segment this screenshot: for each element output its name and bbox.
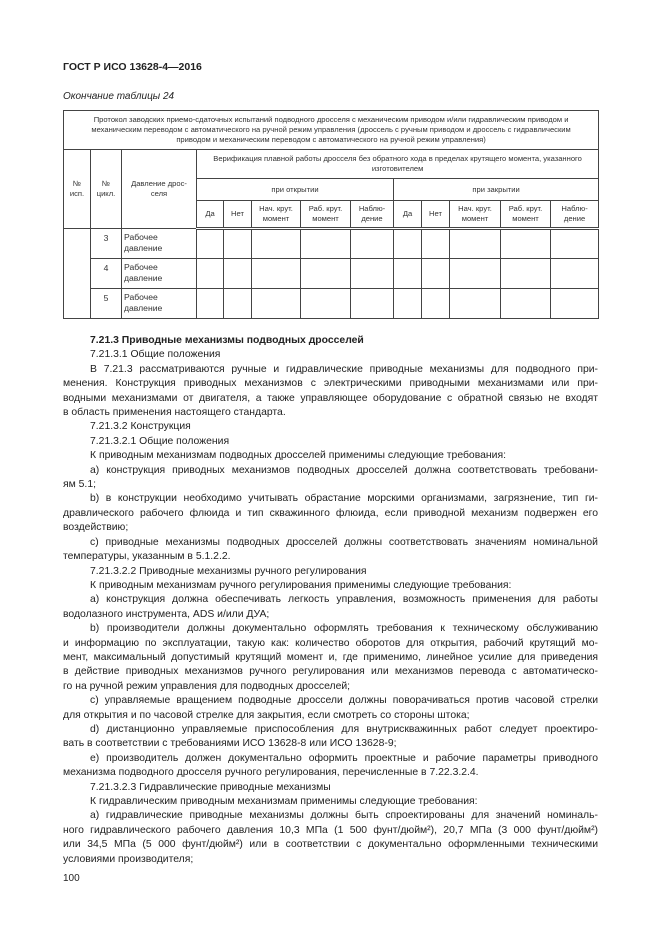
paragraph [63, 795, 598, 809]
text-line: a) гидравлические приводные механизмы должны быть спроектированы для значений номиналь- [90, 810, 598, 822]
text-line: e) производитель должен документально оформить проектные и рабочие параметры приводного [90, 752, 598, 764]
test-protocol-table [63, 110, 599, 319]
pressure-cell: Рабочее давление [122, 259, 197, 289]
text-line: 7.21.3.2.2 Приводные механизмы ручного регулирования [90, 565, 367, 577]
text-line: d) дистанционно управляемые приспособления для внутрискважинных работ следует проектиро- [90, 723, 598, 735]
paragraph [63, 723, 598, 752]
text-line: 7.21.3.2.1 Общие положения [90, 435, 230, 447]
header-open-working-torque: Раб. крут. момент [301, 201, 351, 229]
text-line: b) в конструкции необходимо учитывать обрастание морскими организмами, загрязнение, тип ги- [90, 493, 598, 505]
page-number: 100 [63, 873, 80, 884]
paragraph [63, 694, 598, 723]
text-line: температуры, указанным в 5.1.2.2. [63, 551, 231, 563]
text-line: В 7.21.3 рассматриваются ручные и гидравлические приводные механизмы для подводного при- [90, 363, 598, 375]
header-close-no: Нет [422, 201, 450, 229]
paragraph [63, 363, 598, 421]
header-pressure: Давление дрос-селя [122, 150, 197, 229]
header-close-observation: Наблю-дение [551, 201, 599, 229]
header-cycle-no: № цикл. [91, 150, 122, 229]
header-open-observation: Наблю-дение [351, 201, 394, 229]
text-line: го на ручной режим управления для подводных дросселей; [63, 680, 351, 692]
text-line: ного гидравлического рабочего давления 10,3 МПа (1 500 фунт/дюйм²), 20,7 МПа (3 000 фунт/дюйм²) [63, 824, 598, 836]
paragraph [63, 435, 598, 449]
text-line: К приводным механизмам ручного регулирования применимы следующие требования: [90, 579, 512, 591]
table-caption: Окончание таблицы 24 [63, 91, 175, 102]
text-line: К приводным механизмам подводных дросселей применимы следующие требования: [90, 450, 506, 462]
paragraph [63, 492, 598, 535]
text-line: дравлического рабочего флюида и тип скважинного флюида, если приводной механизм подвержен его [63, 507, 598, 519]
protocol-title: Протокол заводских приемо-сдаточных испытаний подводного дросселя с механическим приводом и/или гидравлическим приводом и механическим переводом с автоматического на ручной режим управления (дроссель с ручным приводом и дроссель с гидравлическим приводом и механическим переводом с автоматического на ручной режим управления) [64, 111, 599, 150]
header-close-working-torque: Раб. крут. момент [501, 201, 551, 229]
text-line: ям 5.1; [63, 479, 96, 491]
header-open-initial-torque: Нач. крут. момент [252, 201, 301, 229]
text-line: 7.21.3.2.3 Гидравлические приводные механизмы [90, 781, 331, 793]
header-test-no: № исп. [64, 150, 91, 229]
body-text [63, 334, 598, 867]
paragraph [63, 781, 598, 795]
text-line: менения. Конструкция приводных механизмов с электрическими приводными механизмами или при- [63, 378, 598, 390]
paragraph [63, 565, 598, 579]
pressure-cell: Рабочее давление [122, 229, 197, 259]
text-line: a) конструкция должна обеспечивать легкость управления, возможность применения для работы [90, 594, 598, 606]
table-row [64, 229, 599, 259]
paragraph [63, 809, 598, 867]
paragraph [63, 420, 598, 434]
cycle-cell: 4 [91, 259, 122, 289]
cycle-cell: 3 [91, 229, 122, 259]
document-header: ГОСТ Р ИСО 13628-4—2016 [63, 61, 202, 73]
table-row [64, 289, 599, 319]
header-closing: при закрытии [394, 179, 599, 201]
paragraph [63, 752, 598, 781]
text-line: в область применения настоящего стандарта. [63, 407, 286, 419]
paragraph [63, 449, 598, 463]
text-line: механизма подводного дросселя ручного регулирования, перечисленные в 7.22.3.2.4. [63, 767, 479, 779]
text-line: c) управляемые вращением подводные дроссели должны поворачиваться против часовой стрелки [90, 695, 598, 707]
text-line: и информацию по эксплуатации, такую как: количество оборотов для открытия, рабочий крутящий мо- [63, 637, 598, 649]
text-line: 7.21.3.1 Общие положения [90, 349, 221, 361]
text-line: водолазного инструмента, ADS и/или ДУА; [63, 608, 270, 620]
text-line: или 34,5 МПа (5 000 фунт/дюйм²) или в соответствии с документально оформленными техническими [63, 839, 598, 851]
cycle-cell: 5 [91, 289, 122, 319]
text-line: c) приводные механизмы подводных дросселей должны соответствовать значениям номинальной [90, 536, 598, 548]
text-line: для открытия и по часовой стрелке для закрытия, если смотреть со стороны штока; [63, 709, 470, 721]
text-line: 7.21.3 Приводные механизмы подводных дросселей [90, 335, 364, 346]
text-line: b) производители должны документально оформлять требования к техническому обслуживанию [90, 623, 598, 635]
text-line: мент, максимальный допустимый крутящий момент и, где применимо, линейное усилие для приведения [63, 651, 598, 663]
text-line: воздействию; [63, 522, 129, 534]
paragraph [63, 622, 598, 694]
paragraph [63, 593, 598, 622]
text-line: К гидравлическим приводным механизмам применимы следующие требования: [90, 796, 478, 807]
table-row [64, 259, 599, 289]
text-line: вать в соответствии с требованиями ИСО 13628-8 или ИСО 13628-9; [63, 738, 397, 750]
section-heading [63, 334, 598, 348]
text-line: условиями производителя; [63, 853, 194, 865]
header-verification: Верификация плавной работы дросселя без обратного хода в пределах крутящего момента, указанного изготовителем [197, 150, 599, 179]
header-close-yes: Да [394, 201, 422, 229]
paragraph [63, 348, 598, 362]
text-line: в действие приводных механизмов ручного регулирования или механизмов перевода с автоматическо- [63, 666, 598, 678]
text-line: 7.21.3.2 Конструкция [90, 421, 191, 433]
header-open-yes: Да [197, 201, 224, 229]
test-no-cell [64, 229, 91, 319]
header-close-initial-torque: Нач. крут. момент [450, 201, 501, 229]
paragraph [63, 536, 598, 565]
text-line: водными механизмами от двигателя, а также управляющее оборудование с обратной связью не входят [63, 392, 598, 404]
pressure-cell: Рабочее давление [122, 289, 197, 319]
header-open-no: Нет [224, 201, 252, 229]
header-opening: при открытии [197, 179, 394, 201]
paragraph [63, 579, 598, 593]
paragraph [63, 464, 598, 493]
text-line: a) конструкция приводных механизмов подводных дросселей должна соответствовать требовани- [90, 464, 598, 476]
